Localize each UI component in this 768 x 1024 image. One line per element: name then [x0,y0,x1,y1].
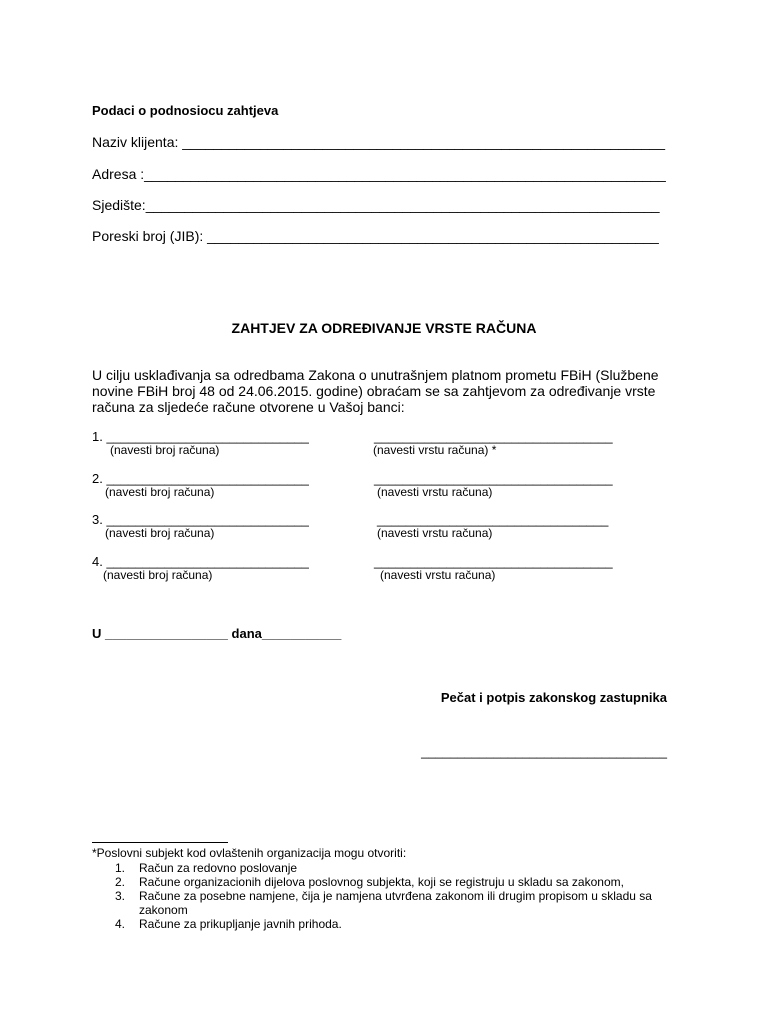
account-number-line: 1. ____________________________ [92,429,309,444]
account-number-line: 2. ____________________________ [92,471,309,486]
applicant-heading: Podaci o podnosiocu zahtjeva [92,103,279,118]
account-type-line: _________________________________ [374,471,613,486]
footnote-item-number: 4. [115,917,126,931]
field-address: Adresa :___________________________________________________________________ [92,166,666,182]
intro-line-1: U cilju usklađivanja sa odredbama Zakona o unutrašnjem platnom prometu FBiH (Službene [92,367,659,383]
footnote-item-text: Račune za prikupljanje javnih prihoda. [139,917,342,931]
footnote-item-number: 2. [115,875,126,889]
field-client-name: Naziv klijenta: ______________________________________________________________ [92,134,665,150]
field-tax-number: Poreski broj (JIB): __________________________________________________________ [92,228,659,244]
account-number-hint: (navesti broj računa) [103,568,213,582]
account-type-hint: (navesti vrstu računa) [377,485,493,499]
field-seat: Sjedište:__________________________________________________________________ [92,197,660,213]
footnote-item-number: 1. [115,861,126,875]
account-number-hint: (navesti broj računa) [105,485,215,499]
footnote-item-text: Račune organizacionih dijelova poslovnog subjekta, koji se registruju u skladu sa zakonom, [139,875,624,889]
footnote-item-number: 3. [115,889,126,903]
account-type-hint: (navesti vrstu računa) * [373,443,497,457]
account-type-line: _________________________________ [374,554,613,569]
place-date-line: U _________________ dana___________ [92,626,342,641]
footnote-item-text: Račune za posebne namjene, čija je namjena utvrđena zakonom ili drugim propisom u skladu sa zakonom [139,889,652,917]
account-number-line: 3. ____________________________ [92,512,309,527]
footnote-intro: *Poslovni subjekt kod ovlaštenih organizacija mogu otvoriti: [92,846,407,860]
account-number-hint: (navesti broj računa) [110,443,220,457]
account-number-line: 4. ____________________________ [92,554,309,569]
footnote-item-text: Račun za redovno poslovanje [139,861,298,875]
account-type-hint: (navesti vrstu računa) [380,568,496,582]
intro-line-2: novine FBiH broj 48 od 24.06.2015. godine) obraćam se sa zahtjevom za određivanje vrste [92,383,656,399]
intro-line-3: računa za sljedeće račune otvorene u Vašoj banci: [92,399,405,415]
account-type-line: ________________________________ [377,512,609,527]
account-number-hint: (navesti broj računa) [105,526,215,540]
request-title: ZAHTJEV ZA ODREĐIVANJE VRSTE RAČUNA [231,320,537,336]
signature-label: Pečat i potpis zakonskog zastupnika [440,690,667,705]
account-type-line: _________________________________ [374,429,613,444]
footnote-divider [92,842,228,843]
signature-line: __________________________________ [421,744,667,759]
account-type-hint: (navesti vrstu računa) [377,526,493,540]
